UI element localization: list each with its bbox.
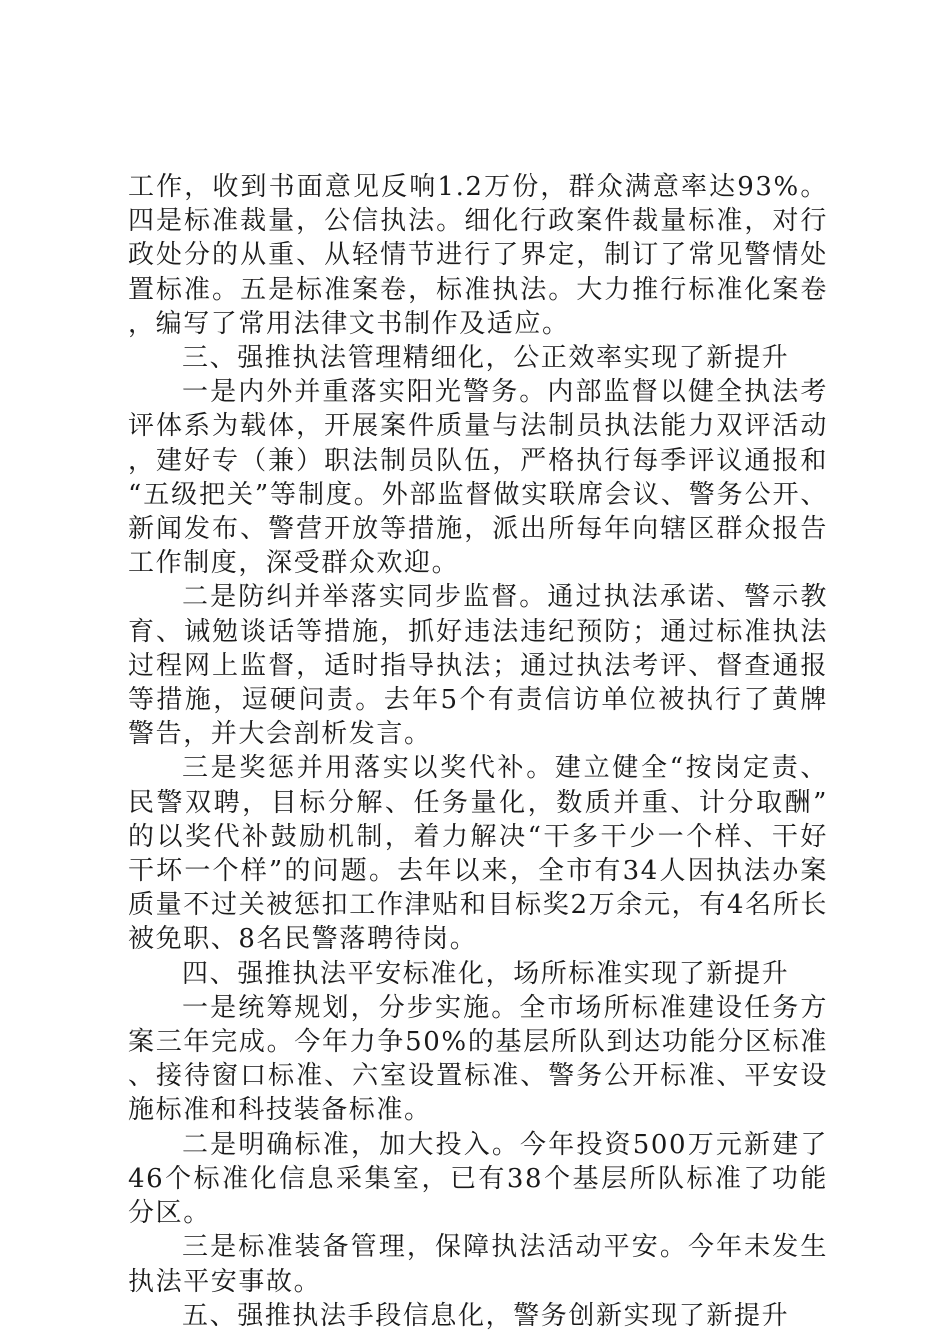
section-heading-4: 四、强推执法平安标准化，场所标准实现了新提升 [182,958,790,989]
paragraph-equipment-management: 三是标准装备管理，保障执法活动平安。今年未发生执法平安事故。 [128,1232,828,1297]
paragraph-continuation: 工作，收到书面意见反响1.2万份，群众满意率达93%。四是标准裁量，公信执法。细化行政案件裁量标准，对行政处分的从重、从轻情节进行了界定，制订了常见警情处置标准。五是标准案卷，标准执法。大力推行标准化案卷，编写了常用法律文书制作及适应。 [128,172,828,339]
paragraph-synchronous-supervision: 二是防纠并举落实同步监督。通过执法承诺、警示教育、诫勉谈话等措施，抓好违法违纪预防；通过标准执法过程网上监督，适时指导执法；通过执法考评、督查通报等措施，逗硬问责。去年5个有责信访单位被执行了黄牌警告，并大会剖析发言。 [128,582,828,750]
paragraph-clear-standards: 二是明确标准，加大投入。今年投资500万元新建了46个标准化信息采集室，已有38个基层所队标准了功能分区。 [128,1129,828,1229]
section-heading-3: 三、强推执法管理精细化，公正效率实现了新提升 [182,343,790,374]
section-heading-5: 五、强推执法手段信息化，警务创新实现了新提升 [182,1300,790,1331]
paragraph-sunshine-policing: 一是内外并重落实阳光警务。内部监督以健全执法考评体系为载体，开展案件质量与法制员执法能力双评活动，建好专（兼）职法制员队伍，严格执行每季评议通报和“五级把关”等制度。外部监督做实联席会议、警务公开、新闻发布、警营开放等措施，派出所每年向辖区群众报告工作制度，深受群众欢迎。 [128,377,828,579]
document-body [128,170,828,1333]
paragraph-overall-planning: 一是统筹规划，分步实施。全市场所标准建设任务方案三年完成。今年力争50%的基层所队到达功能分区标准、接待窗口标准、六室设置标准、警务公开标准、平安设施标准和科技装备标准。 [128,992,828,1126]
paragraph-rewards-penalties: 三是奖惩并用落实以奖代补。建立健全“按岗定责、民警双聘，目标分解、任务量化，数质并重、计分取酬”的以奖代补鼓励机制，着力解决“干多干少一个样、干好干坏一个样”的问题。去年以来，全市有34人因执法办案质量不过关被惩扣工作津贴和目标奖2万余元，有4名所长被免职、8名民警落聘待岗。 [128,753,828,955]
